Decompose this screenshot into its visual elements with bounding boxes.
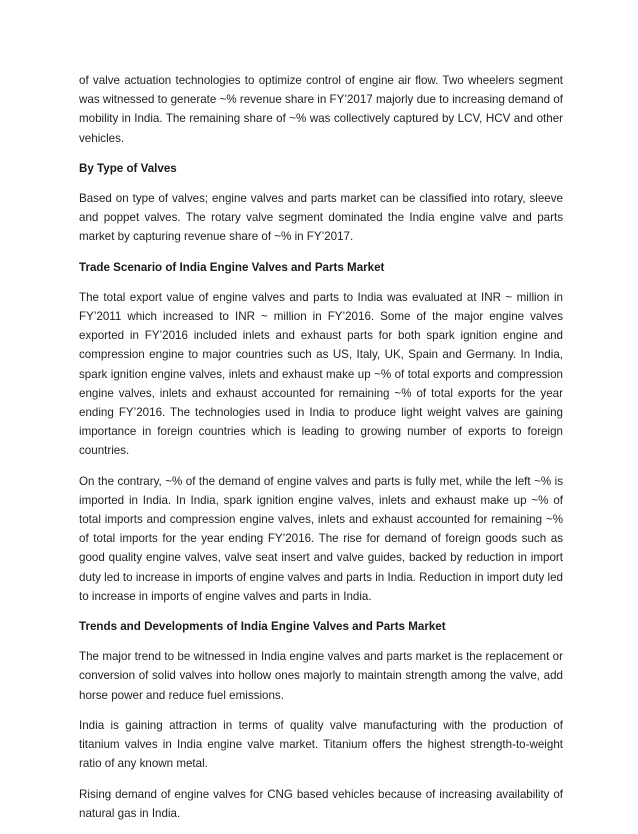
heading-trade-scenario: Trade Scenario of India Engine Valves and Parts Market <box>79 260 385 274</box>
document-body <box>79 71 563 834</box>
paragraph-exports: The total export value of engine valves and parts to India was evaluated at INR ~ million in FY’2011 which increased to INR ~ million in FY’2016. Some of the major engine valves exported in FY’2016 included inlets and exhaust parts for both spark ignition engine and compression engine to major countries such as US, Italy, UK, Spain and Germany. In India, spark ignition engine valves, inlets and exhaust make up ~% of total exports and compression engine valves, inlets and exhaust accounted for remaining ~% of total exports for the year ending FY’2016. The technologies used in India to produce light weight valves are gaining importance in foreign countries which is leading to growing number of exports to foreign countries. <box>79 290 563 458</box>
paragraph-hollow-valves-trend: The major trend to be witnessed in India engine valves and parts market is the replacement or conversion of solid valves into hollow ones majorly to maintain strength among the valve, add horse power and reduce fuel emissions. <box>79 650 563 702</box>
paragraph-type-of-valves: Based on type of valves; engine valves and parts market can be classified into rotary, sleeve and poppet valves. The rotary valve segment dominated the India engine valve and parts market by capturing revenue share of ~% in FY’2017. <box>79 192 563 244</box>
paragraph-titanium-valves: India is gaining attraction in terms of quality valve manufacturing with the production of titanium valves in India engine valve market. Titanium offers the highest strength-to-weight ratio of any known metal. <box>79 718 563 771</box>
paragraph-imports: On the contrary, ~% of the demand of engine valves and parts is fully met, while the left ~% is imported in India. In India, spark ignition engine valves, inlets and exhaust make up ~% of total imports and compression engine valves, inlets and exhaust accounted for remaining ~% of total imports for the year ending FY’2016. The rise for demand of foreign goods such as good quality engine valves, valve seat insert and valve guides, backed by reduction in import duty led to increase in imports of engine valves and parts in India. Reduction in import duty led to increase in imports of engine valves and parts in India. <box>79 474 563 603</box>
paragraph-cng-demand: Rising demand of engine valves for CNG based vehicles because of increasing availability of natural gas in India. <box>79 787 563 820</box>
paragraph-vehicle-segment: of valve actuation technologies to optimize control of engine air flow. Two wheelers segment was witnessed to generate ~% revenue share in FY’2017 majorly due to increasing demand of mobility in India. The remaining share of ~% was collectively captured by LCV, HCV and other vehicles. <box>79 74 563 145</box>
heading-by-type-of-valves: By Type of Valves <box>79 161 177 175</box>
heading-trends-developments: Trends and Developments of India Engine Valves and Parts Market <box>79 620 446 634</box>
